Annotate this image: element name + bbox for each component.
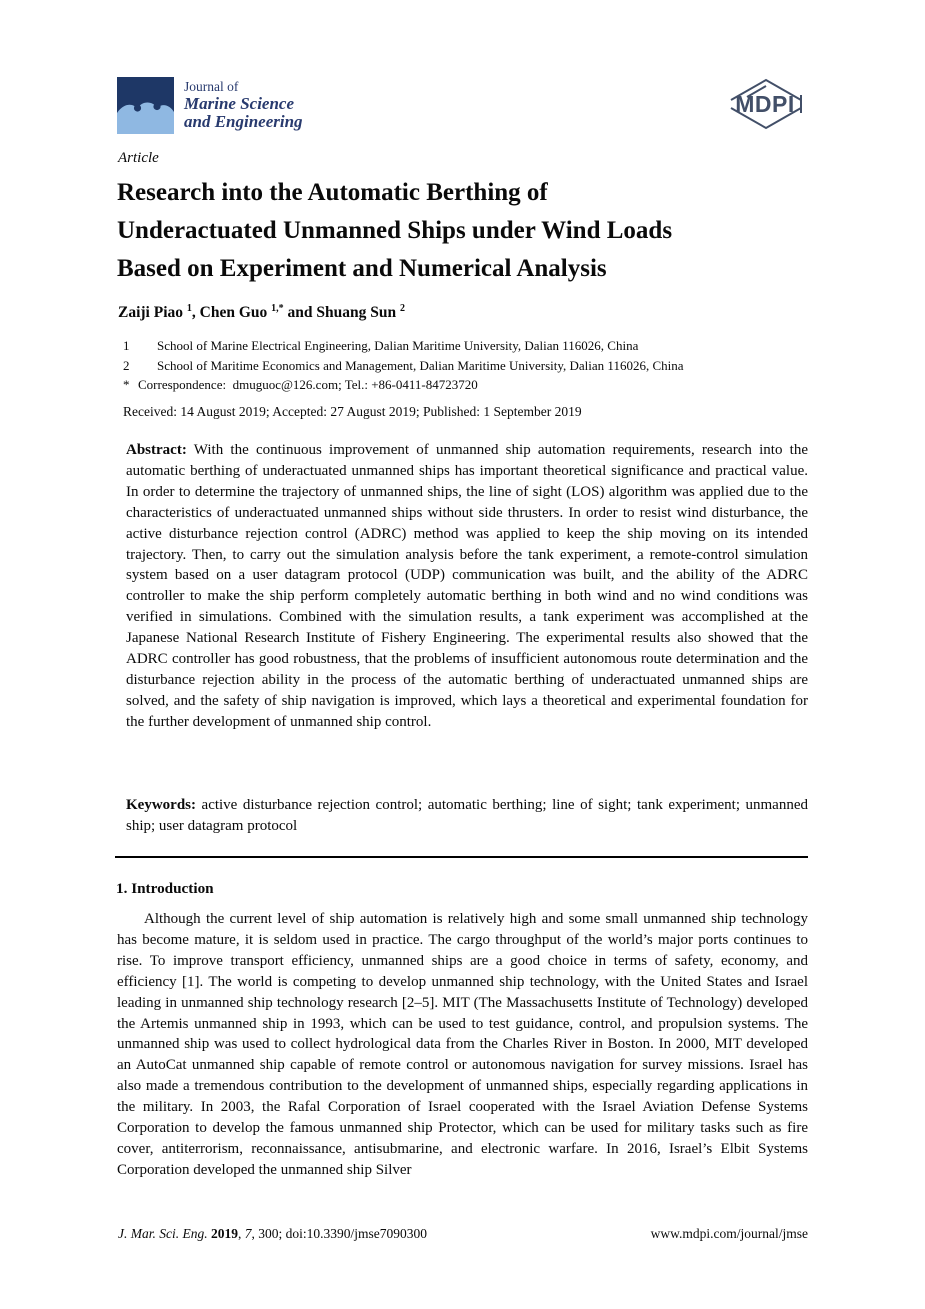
author-affil-sup: 2 <box>399 303 405 314</box>
footer-journal-abbrev: J. Mar. Sci. Eng. <box>118 1226 208 1241</box>
author-line <box>118 303 405 322</box>
author-separator: , <box>191 304 200 322</box>
journal-name-line1: Journal of <box>184 79 239 94</box>
section-divider <box>115 856 808 858</box>
journal-name-line3: and Engineering <box>184 111 303 131</box>
affiliations-block <box>123 336 813 395</box>
abstract-label: Abstract: <box>126 442 187 458</box>
page-title <box>117 174 811 288</box>
author-affil-sup: 1 <box>186 303 192 314</box>
affiliation-text: School of Maritime Economics and Management, Dalian Maritime University, Dalian 116026, China <box>157 357 684 373</box>
footer-citation <box>118 1226 427 1242</box>
footer-volume: 7 <box>244 1226 252 1241</box>
section-heading-introduction: 1. Introduction <box>116 880 214 897</box>
footer-journal-url[interactable]: www.mdpi.com/journal/jmse <box>650 1226 808 1241</box>
journal-waves-icon <box>117 77 174 134</box>
author-affil-sup: 1,* <box>271 303 284 314</box>
journal-name <box>184 77 303 130</box>
author-name: Chen Guo <box>199 304 268 322</box>
mdpi-logo-text: MDPI <box>735 91 795 117</box>
abstract-text: With the continuous improvement of unmanned ship automation requirements, research into the automatic berthing of underactuated unmanned ships has important theoretical significance and practical value. In order to determine the trajectory of unmanned ships, the line of sight (LOS) algorithm was applied due to the characteristics of underactuated unmanned ships without side thrusters. In order to resist wind disturbance, the active disturbance rejection control (ADRC) method was applied to keep the ship moving on its intended trajectory. Then, to carry out the simulation analysis before the tank experiment, a remote-control simulation system based on a user datagram protocol (UDP) communication was built, and the ability of the ADRC controller to make the ship perform completely automatic berthing in both wind and no wind conditions was verified in simulations. Combined with the simulation results, a tank experiment was accomplished at the Japanese National Research Institute of Fishery Engineering. The experimental results also showed that the ADRC controller has good robustness, that the problems of insufficient autonomous route determination and the disturbance rejection ability in the process of the automatic berthing of underactuated unmanned ships are solved, and the safety of ship navigation is improved, which lays a theoretical and experimental foundation for the further development of unmanned ship control. <box>126 442 808 730</box>
title-line-1: Research into the Automatic Berthing of <box>117 179 548 206</box>
author-separator: and <box>283 304 317 322</box>
correspondence-row <box>123 375 813 395</box>
dates-line: Received: 14 August 2019; Accepted: 27 August 2019; Published: 1 September 2019 <box>123 404 582 419</box>
affiliation-text: School of Marine Electrical Engineering, Dalian Maritime University, Dalian 116026, China <box>157 338 639 353</box>
affiliation-marker: 2 <box>123 357 130 373</box>
introduction-paragraph: Although the current level of ship automation is relatively high and some small unmanned ship technology has become mature, it is seldom used in practice. The cargo throughput of the world’s major ports continues to rise. To improve transport efficiency, unmanned ships are a good choice in terms of safety, economy, and efficiency [1]. The world is competing to develop unmanned ship technology, with the United States and Israel leading in unmanned ship technology research [2–5]. MIT (The Massachusetts Institute of Technology) developed the Artemis unmanned ship in 1993, which can be used to test guidance, control, and propulsion systems. The unmanned ship was used to collect hydrological data from the Charles River in Boston. In 2000, MIT developed an AutoCat unmanned ship capable of remote control or autonomous navigation for survey missions. Israel has also made a tremendous contribution to the development of unmanned ships, especially regarding applications in the military. In 2003, the Rafal Corporation of Israel cooperated with the Israel Aviation Defense Systems Corporation to develop the famous unmanned ship Protector, which can be used for military tasks such as fire cover, antiterrorism, reconnaissance, antisubmarine, and electronic warfare. In 2016, Israel’s Elbit Systems Corporation developed the unmanned ship Silver <box>117 911 808 1178</box>
correspondence-marker: * <box>123 377 130 392</box>
affiliation-row <box>123 356 813 376</box>
journal-logo <box>117 77 303 134</box>
footer-separator: , <box>237 1226 245 1241</box>
title-line-2: Underactuated Unmanned Ships under Wind Loads <box>117 217 673 244</box>
journal-name-line2: Marine Science <box>184 94 295 113</box>
abstract-paragraph <box>126 440 808 733</box>
keywords-paragraph <box>126 795 808 837</box>
mdpi-logo <box>725 75 807 136</box>
author-name: Shuang Sun <box>316 304 397 322</box>
keywords-label: Keywords: <box>126 797 196 813</box>
correspondence-text[interactable]: Correspondence: dmuguoc@126.com; Tel.: +86-0411-84723720 <box>138 377 478 392</box>
affiliation-row <box>123 336 813 356</box>
article-type-label: Article <box>118 150 159 166</box>
footer-doi: , 300; doi:10.3390/jmse7090300 <box>251 1226 427 1241</box>
title-line-3: Based on Experiment and Numerical Analysis <box>117 255 607 282</box>
author-name: Zaiji Piao <box>118 304 184 322</box>
page-footer <box>118 1226 808 1242</box>
keywords-text: active disturbance rejection control; automatic berthing; line of sight; tank experiment; unmanned ship; user datagram protocol <box>126 797 808 834</box>
footer-year: 2019 <box>210 1226 238 1241</box>
affiliation-marker: 1 <box>123 338 130 353</box>
